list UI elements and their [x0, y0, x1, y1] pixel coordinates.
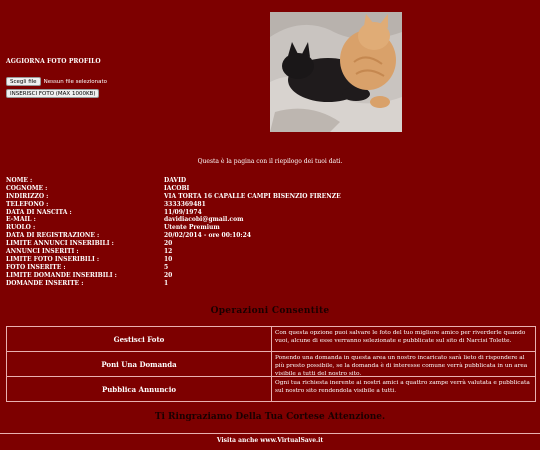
ask-question-link[interactable]: Poni Una Domanda: [7, 352, 272, 376]
info-label: NOME :: [6, 177, 33, 184]
info-value: 5: [164, 263, 169, 271]
info-value: 12: [164, 248, 173, 256]
info-label: E-MAIL :: [6, 216, 36, 224]
info-value: 10: [164, 255, 173, 263]
cats-photo-image: [270, 12, 402, 132]
info-value: VIA TORTA 16 CAPALLE CAMPI BISENZIO FIRENZE: [164, 192, 341, 200]
info-value: 20: [164, 271, 173, 279]
user-info-list: [6, 177, 341, 287]
info-value: 11/09/1974: [164, 208, 202, 216]
info-value: 3333369481: [164, 200, 206, 208]
info-row: [6, 248, 341, 256]
info-label: FOTO INSERITE :: [6, 263, 66, 271]
info-label: TELEFONO :: [6, 200, 49, 208]
info-row: [6, 209, 341, 217]
footer-link[interactable]: Visita anche www.VirtualSave.it: [216, 437, 324, 444]
operation-description: Con questa opzione puoi salvare le foto del tuo migliore amico per riverderle quando vuoi, alcune di esse verranno selezionate e pubblicate sul sito di Narcisi Tolette.: [275, 330, 526, 344]
selected-file-text: Nessun file selezionato: [43, 78, 107, 85]
upload-photo-button[interactable]: INSERISCI FOTO (MAX 1000KB): [6, 89, 99, 98]
info-label: ANNUNCI INSERITI :: [6, 248, 79, 256]
operation-description: Ogni tua richiesta inerente ai nostri amici a quattro zampe verrà valutata e pubblicata sul nostro sito rendendola visibile a tutti.: [275, 380, 530, 394]
info-value: DAVID: [164, 177, 187, 184]
info-label: INDIRIZZO :: [6, 192, 49, 200]
footer-divider: [0, 433, 540, 434]
operation-row-manage-photos: [7, 327, 535, 352]
info-row: [6, 224, 341, 232]
manage-photos-link[interactable]: Gestisci Foto: [7, 327, 272, 351]
info-row: [6, 216, 341, 224]
info-value: IACOBI: [164, 184, 190, 192]
info-row: [6, 280, 341, 288]
info-label: RUOLO :: [6, 224, 36, 232]
info-row: [6, 232, 341, 240]
info-row: [6, 240, 341, 248]
info-label: DATA DI REGISTRAZIONE :: [6, 232, 100, 240]
info-value: 20/02/2014 - ore 00:10:24: [164, 232, 251, 240]
thanks-message: Ti Ringraziamo Della Tua Cortese Attenzione.: [154, 412, 386, 422]
operations-title: Operazioni Consentite: [210, 306, 330, 316]
operations-table: [6, 326, 536, 402]
info-row: [6, 272, 341, 280]
info-row: [6, 256, 341, 264]
info-row: [6, 185, 341, 193]
info-label: LIMITE DOMANDE INSERIBILI :: [6, 271, 117, 279]
info-row: [6, 193, 341, 201]
info-label: DATA DI NASCITA :: [6, 208, 72, 216]
info-row: [6, 264, 341, 272]
info-label: COGNOME :: [6, 184, 48, 192]
file-picker-row: [6, 77, 107, 86]
info-value: Utente Premium: [164, 224, 220, 232]
publish-ad-link[interactable]: Pubblica Annuncio: [7, 377, 272, 401]
info-row: [6, 201, 341, 209]
info-label: LIMITE ANNUNCI INSERIBILI :: [6, 240, 114, 248]
photo-form-title: AGGIORNA FOTO PROFILO: [6, 58, 101, 65]
operation-row-publish-ad: [7, 377, 535, 401]
operation-row-ask-question: [7, 352, 535, 377]
info-value: 20: [164, 240, 173, 248]
info-value: davidiacobi@gmail.com: [164, 216, 244, 224]
info-value: 1: [164, 279, 169, 287]
profile-photo-form: [6, 58, 107, 98]
info-label: LIMITE FOTO INSERIBILI :: [6, 255, 100, 263]
info-label: DOMANDE INSERITE :: [6, 279, 84, 287]
operation-description: Ponendo una domanda in questa area un nostro incaricato sarà lieto di risponderе al più presto possibile, se la domanda è di interesse comune verrà pubblicata in un area visibile a tutti del nostro sito.: [275, 355, 528, 377]
pet-photo: [270, 12, 402, 132]
info-row: [6, 177, 341, 185]
intro-text: Questa è la pagina con il riepilogo dei tuoi dati.: [197, 158, 343, 165]
choose-file-button[interactable]: Scegli file: [6, 77, 41, 86]
